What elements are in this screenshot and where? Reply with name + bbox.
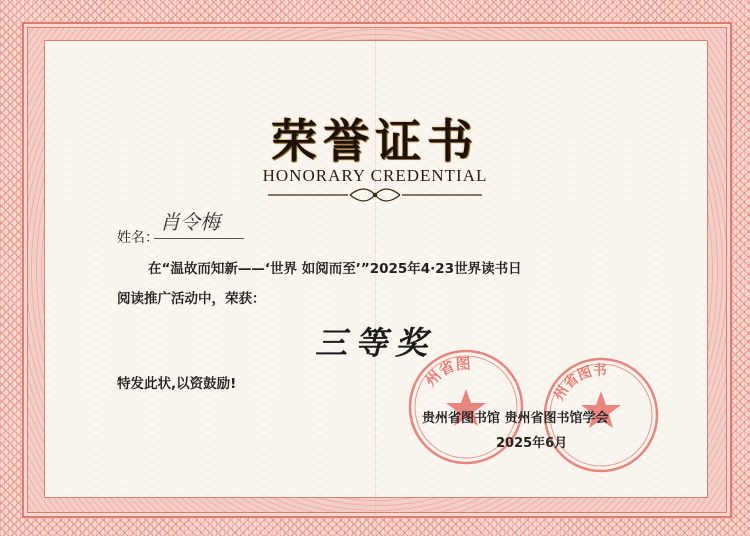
issue-date: 2025年6月 (496, 436, 568, 451)
recipient-name: 肖令梅 (154, 208, 244, 239)
svg-text:州省图 (421, 355, 471, 390)
issuer-text: 贵州省图书馆 贵州省图书馆学会 (422, 411, 609, 426)
seal-1-text: 州省图 (421, 354, 472, 390)
title-ornament-icon (268, 186, 482, 204)
award-title: 三等奖 (314, 324, 435, 362)
certificate-subtitle: HONORARY CREDENTIAL (262, 166, 488, 185)
body-text-line-2: 阅读推广活动中，荣获： (117, 291, 266, 307)
body-text-line-1: 在“温故而知新——‘世界 如阅而至’”2025年4·23世界读书日 (148, 261, 522, 277)
seal-2-text: 州省图书 (551, 362, 608, 404)
name-label: 姓名： (117, 230, 159, 246)
certificate-title: 荣誉证书 (271, 114, 479, 168)
closing-text: 特发此状,以资鼓励! (117, 376, 237, 392)
svg-text:州省图书 (551, 362, 607, 403)
